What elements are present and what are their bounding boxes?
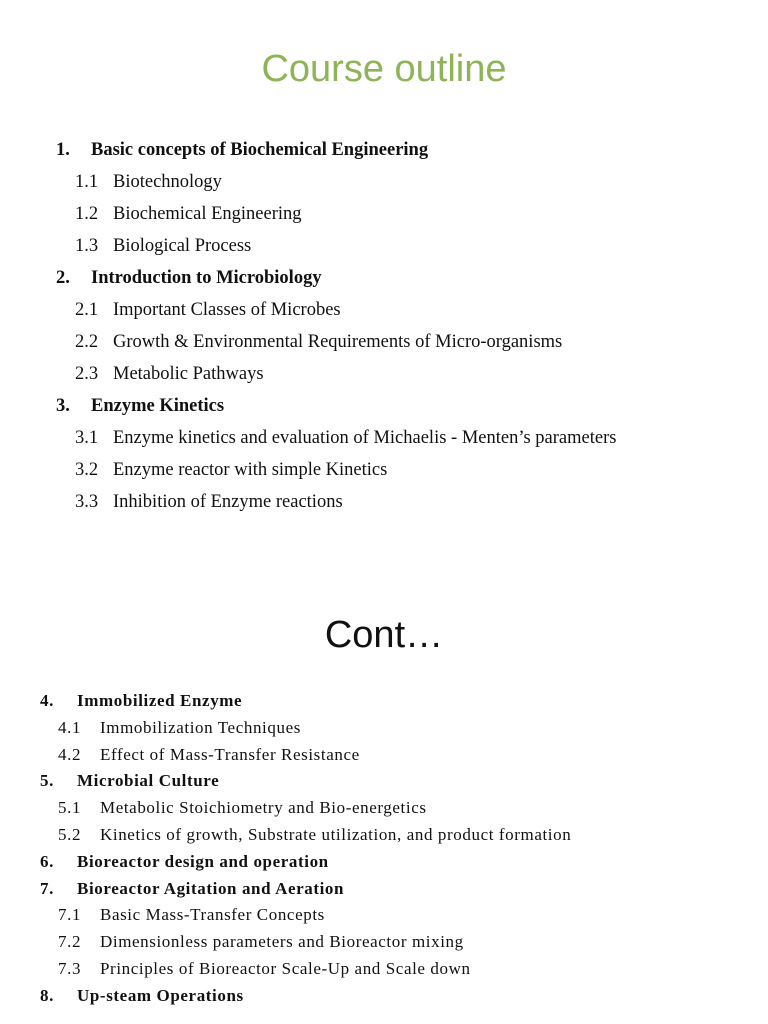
subsection-text: Biological Process (113, 236, 252, 256)
subsection-item (40, 930, 571, 957)
subsection-item (40, 903, 571, 930)
subsection-item (40, 823, 571, 850)
subsection-text: Metabolic Pathways (113, 364, 264, 384)
subsection-number: 5.1 (58, 798, 82, 818)
section-number: 7. (40, 878, 54, 898)
subsection-item (56, 200, 616, 232)
subsection-item (56, 328, 616, 360)
subsection-item (56, 296, 616, 328)
section-title: Bioreactor design and operation (77, 851, 329, 871)
subsection-text: Effect of Mass-Transfer Resistance (100, 744, 360, 764)
subsection-item (40, 743, 571, 770)
subsection-number: 2.2 (75, 332, 99, 352)
section-title: Basic concepts of Biochemical Engineering (91, 140, 429, 160)
subsection-text: Basic Mass-Transfer Concepts (100, 905, 325, 925)
section-heading (40, 850, 571, 877)
subsection-item (56, 232, 616, 264)
subsection-item (56, 488, 616, 520)
subsection-text: Dimensionless parameters and Bioreactor mixing (100, 932, 464, 952)
subsection-text: Immobilization Techniques (100, 717, 301, 737)
course-outline-list (56, 136, 616, 520)
subsection-text: Inhibition of Enzyme reactions (113, 492, 343, 512)
section-number: 1. (56, 140, 70, 160)
subsection-number: 1.3 (75, 236, 99, 256)
subsection-text: Biotechnology (113, 172, 222, 192)
subsection-text: Metabolic Stoichiometry and Bio-energetics (100, 798, 427, 818)
subsection-text: Biochemical Engineering (113, 204, 302, 224)
section-title: Up-steam Operations (77, 985, 244, 1005)
section-heading (40, 877, 571, 904)
section-number: 8. (40, 985, 54, 1005)
subsection-text: Important Classes of Microbes (113, 300, 341, 320)
section-title: Bioreactor Agitation and Aeration (77, 878, 345, 898)
section-title: Introduction to Microbiology (91, 268, 322, 288)
section-title: Immobilized Enzyme (77, 691, 243, 710)
subsection-item (40, 957, 571, 984)
subsection-text: Principles of Bioreactor Scale-Up and Scale down (100, 958, 471, 978)
subsection-number: 3.1 (75, 428, 99, 448)
subsection-number: 3.2 (75, 460, 99, 480)
subsection-item (56, 360, 616, 392)
subsection-number: 4.1 (58, 717, 82, 737)
subsection-text: Enzyme kinetics and evaluation of Michaelis - Menten’s parameters (113, 428, 617, 448)
slide-cont (0, 590, 768, 1024)
section-heading (56, 264, 616, 296)
subsection-item (56, 168, 616, 200)
subsection-number: 2.3 (75, 364, 99, 384)
section-heading (40, 984, 571, 1011)
section-number: 2. (56, 268, 70, 288)
section-number: 5. (40, 771, 54, 791)
subsection-number: 1.1 (75, 172, 99, 192)
subsection-item (40, 796, 571, 823)
section-title: Microbial Culture (77, 771, 220, 791)
subsection-text: Kinetics of growth, Substrate utilization, and product formation (100, 824, 572, 844)
subsection-number: 7.2 (58, 932, 82, 952)
subsection-item (56, 456, 616, 488)
subsection-text: Enzyme reactor with simple Kinetics (113, 460, 388, 480)
subsection-item (56, 424, 616, 456)
subsection-number: 2.1 (75, 300, 99, 320)
section-number: 6. (40, 851, 54, 871)
course-outline-list (40, 689, 571, 1011)
section-heading (56, 392, 616, 424)
subsection-number: 1.2 (75, 204, 99, 224)
subsection-text: Growth & Environmental Requirements of Micro-organisms (113, 332, 563, 352)
subsection-number: 3.3 (75, 492, 99, 512)
section-title: Enzyme Kinetics (91, 396, 225, 416)
section-number: 3. (56, 396, 70, 416)
section-heading (56, 136, 616, 168)
subsection-number: 7.3 (58, 958, 82, 978)
section-number: 4. (40, 691, 54, 710)
slide-title: Course outline (261, 48, 507, 90)
section-heading (40, 769, 571, 796)
subsection-item (40, 716, 571, 743)
subsection-number: 5.2 (58, 824, 82, 844)
slide-title: Cont… (324, 614, 444, 656)
subsection-number: 4.2 (58, 744, 82, 764)
subsection-number: 7.1 (58, 905, 82, 925)
section-heading (40, 689, 571, 716)
